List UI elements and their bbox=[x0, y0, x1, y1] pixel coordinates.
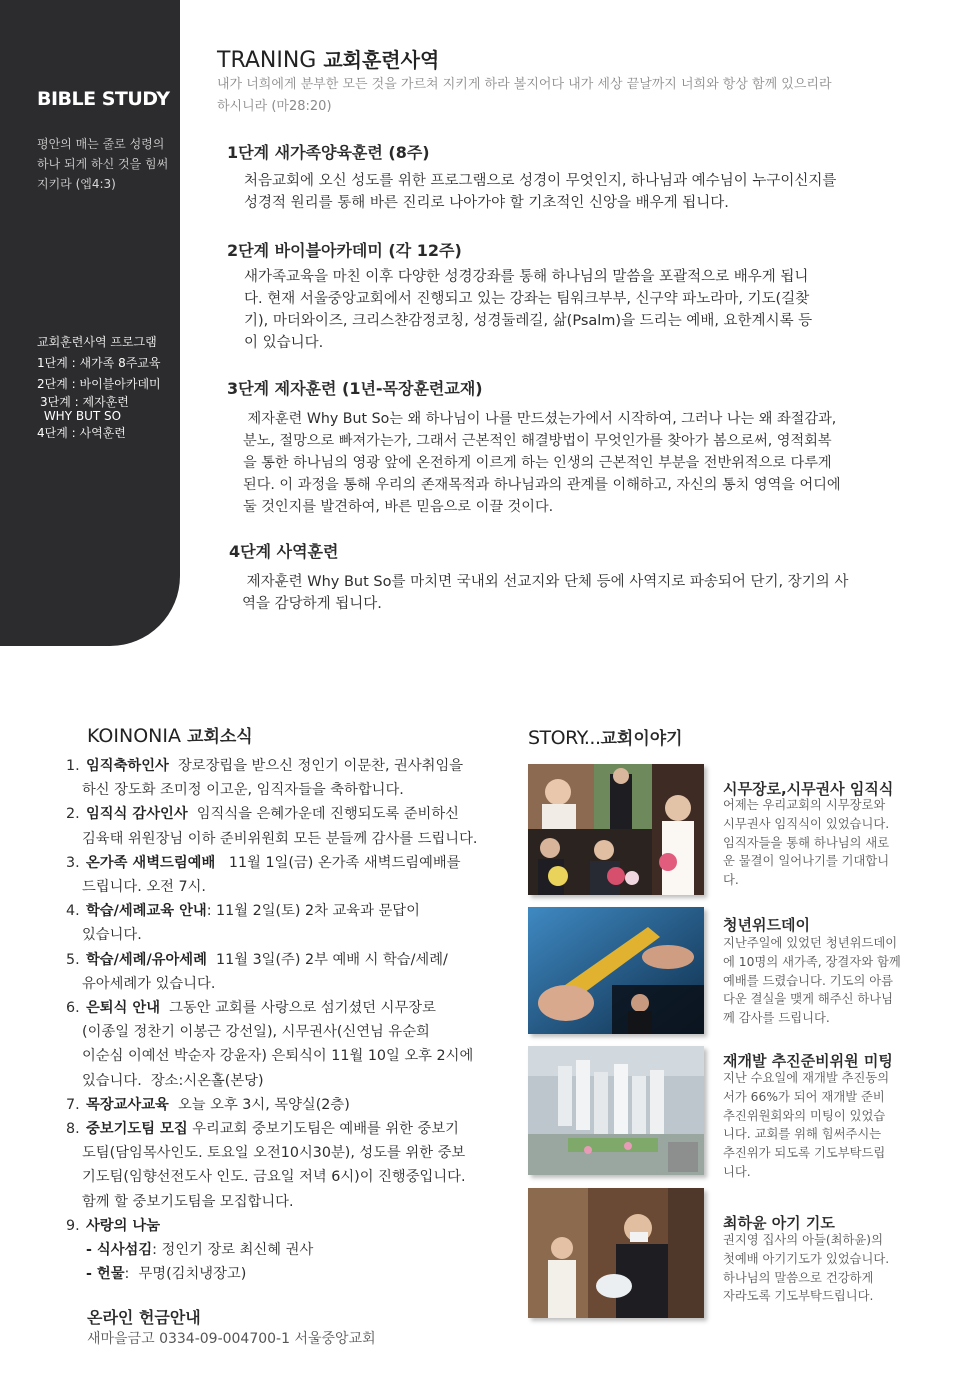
story-photo-baby-prayer bbox=[528, 1188, 704, 1318]
story-line: 께 감사를 드립니다. bbox=[723, 1011, 830, 1026]
sharing-line bbox=[66, 1238, 506, 1262]
news-item-text: 임직식을 은혜가운데 진행되도록 준비하신 bbox=[187, 806, 459, 823]
training-verse-line: 하시니라 (마28:20) bbox=[217, 99, 332, 114]
news-item bbox=[66, 948, 506, 996]
stage-1-text bbox=[244, 170, 836, 214]
news-item-text: 장로장립을 받으신 정인기 이문찬, 권사취임을 bbox=[168, 758, 464, 774]
story-line: 추진위원회와의 미팅이 있었습 bbox=[723, 1108, 886, 1123]
sidebar-program-line: 1단계 : 새가족 8주교육 bbox=[37, 356, 161, 370]
news-item-title: 학습/세례/유아세례 bbox=[86, 951, 207, 968]
story-line: 지난 수요일에 재개발 추진동의 bbox=[723, 1071, 890, 1085]
news-item-text: : 11월 2일(토) 2차 교육과 문답이 bbox=[206, 903, 420, 920]
story-heading: 시무장로,시무권사 임직식 bbox=[723, 780, 894, 798]
sidebar-program-line: WHY BUT SO bbox=[40, 409, 122, 423]
news-item-number: 7. bbox=[66, 1096, 80, 1113]
news-item-title: 중보기도팀 모집 bbox=[86, 1121, 188, 1138]
story-title bbox=[528, 724, 683, 749]
story-line: 예배를 드렸습니다. 기도의 아름 bbox=[723, 973, 894, 988]
stage-2-text bbox=[244, 266, 812, 354]
training-title-en: TRANING bbox=[217, 48, 317, 73]
sharing-value: : 정인기 장로 최신혜 권사 bbox=[152, 1242, 314, 1259]
sharing-label: - 헌물 bbox=[86, 1266, 125, 1283]
story-line: 어제는 우리교회의 시무장로와 bbox=[723, 798, 886, 812]
stage-line: 새가족교육을 마친 이후 다양한 성경강좌를 통해 하나님의 말씀을 포괄적으로 배우게 됩니 bbox=[244, 269, 809, 285]
news-item-number: 8. bbox=[66, 1121, 80, 1138]
news-item-text: 11월 3일(주) 2부 예배 시 학습/세례/ bbox=[206, 951, 448, 968]
news-item-title: 임직식 감사인사 bbox=[86, 806, 188, 823]
sharing-line bbox=[66, 1262, 506, 1286]
stage-line: 된다. 이 과정을 통해 우리의 존재목적과 하나님과의 관계를 이해하고, 자신의 통치 영역을 어디에 bbox=[243, 477, 841, 493]
stage-1-heading: 1단계 새가족양육훈련 (8주) bbox=[227, 143, 430, 162]
stage-line: 분노, 절망으로 빠져가는가, 그래서 근본적인 해결방법이 무엇인가를 찾아가 봄으로써, 영적회복 bbox=[243, 433, 832, 449]
news-item-title: 목장교사교육 bbox=[86, 1096, 169, 1113]
story-photo-youth-day bbox=[528, 907, 704, 1034]
story-line: 지난주일에 있었던 청년위드데이 bbox=[723, 936, 898, 950]
news-item-continuation: (이종일 정찬기 이봉근 강선일), 시무권사(신연님 유순희 bbox=[82, 1024, 430, 1041]
story-line: 다. bbox=[723, 873, 739, 888]
baby-prayer-photo bbox=[528, 1188, 704, 1318]
story-text bbox=[723, 796, 915, 890]
story-line: 다운 결실을 맺게 해주신 하나님 bbox=[723, 992, 894, 1007]
story-line: 자라도록 기도부탁드립니다. bbox=[723, 1289, 874, 1304]
news-item-continuation: 드립니다. 오전 7시. bbox=[82, 879, 206, 896]
stage-line: 둘 것인지를 발견하여, 바른 믿음으로 이끌 것이다. bbox=[243, 499, 554, 515]
story-line: 에 10명의 새가족, 장결자와 함께 bbox=[723, 954, 901, 969]
stage-line: 다. 현재 서울중앙교회에서 진행되고 있는 강좌는 팀워크부부, 신구약 파노라마, 기도(길찾 bbox=[244, 291, 810, 307]
news-item-title: 학습/세례교육 안내 bbox=[86, 903, 207, 920]
story-heading: 재개발 추진준비위원 미팅 bbox=[723, 1052, 893, 1070]
story-line: 권지영 집사의 아들(최하윤)의 bbox=[723, 1233, 883, 1247]
stage-line: 성경적 원리를 통해 바른 진리로 나아가야 할 기초적인 신앙을 배우게 됩니다. bbox=[244, 195, 729, 211]
story-line: 시무권사 임직식이 있었습니다. bbox=[723, 816, 890, 831]
koinonia-news-list bbox=[66, 754, 506, 1286]
news-item-continuation: 기도팀(임향선전도사 인도. 금요일 저녁 6시)이 진행중입니다. bbox=[82, 1169, 466, 1186]
story-line: 니다. bbox=[723, 1164, 751, 1179]
stage-line: 제자훈련 Why But So를 마치면 국내외 선교지와 단체 등에 사역지로 파송되어 단기, 장기의 사 bbox=[242, 574, 849, 590]
sidebar-verse bbox=[37, 134, 173, 194]
story-text bbox=[723, 1231, 915, 1306]
news-item-continuation: 하신 장도화 조미정 이고운, 임직자들을 축하합니다. bbox=[82, 782, 404, 799]
story-heading: 최하윤 아기 기도 bbox=[723, 1214, 835, 1232]
offering-account: 새마을금고 0334-09-004700-1 서울중앙교회 bbox=[87, 1331, 376, 1347]
stage-3-heading: 3단계 제자훈련 (1년-목장훈련교재) bbox=[227, 379, 483, 398]
training-verse-line: 내가 너희에게 분부한 모든 것을 가르쳐 지키게 하라 볼지어다 내가 세상 끝날까지 너희와 항상 함께 있으리라 bbox=[217, 77, 832, 92]
koinonia-title bbox=[87, 722, 253, 747]
news-item-continuation: 유아세례가 있습니다. bbox=[82, 975, 216, 992]
training-title-ko: 교회훈련사역 bbox=[323, 48, 440, 72]
ordination-photo-collage bbox=[528, 764, 704, 895]
story-heading: 청년위드데이 bbox=[723, 916, 810, 934]
sidebar-program-line: 2단계 : 바이블아카데미 bbox=[37, 377, 161, 391]
story-line: 임직자들을 통해 하나님의 새로 bbox=[723, 835, 890, 850]
story-photo-ordination bbox=[528, 764, 704, 895]
news-item-continuation: 있습니다. 장소:시온홀(본당) bbox=[82, 1072, 264, 1089]
story-line: 하나님의 말씀으로 건강하게 bbox=[723, 1270, 874, 1285]
stage-line: 역을 감당하게 됩니다. bbox=[242, 596, 382, 612]
news-item-text: 그동안 교회를 사랑으로 섬기셨던 시무장로 bbox=[160, 1000, 436, 1017]
story-photo-redevelopment bbox=[528, 1046, 704, 1175]
redevelopment-rendering bbox=[528, 1046, 704, 1175]
sidebar-verse-line: 하나 되게 하신 것을 힘써 bbox=[37, 157, 169, 171]
story-text bbox=[723, 1069, 915, 1182]
stage-2-heading: 2단계 바이블아카데미 (각 12주) bbox=[227, 241, 462, 260]
story-text bbox=[723, 934, 915, 1028]
news-item bbox=[66, 899, 506, 947]
stage-line: 기), 마더와이즈, 크리스챤감정코칭, 성경둘레길, 삶(Psalm)을 드리는 예배, 요한계시록 등 bbox=[244, 313, 813, 329]
news-item-number: 6. bbox=[66, 1000, 80, 1017]
news-item-text: 11월 1일(금) 온가족 새벽드림예배를 bbox=[215, 854, 461, 871]
stage-line: 을 통한 하나님의 영광 앞에 온전하게 이르게 하는 인생의 근본적인 부분을 전반위적으로 다루게 bbox=[243, 455, 832, 471]
news-item-title: 사랑의 나눔 bbox=[86, 1217, 161, 1234]
sidebar-program-line: 4단계 : 사역훈련 bbox=[37, 426, 126, 440]
news-item-number: 5. bbox=[66, 951, 80, 968]
offering-title: 온라인 헌금안내 bbox=[87, 1308, 201, 1327]
news-item-continuation: 김육태 위원장님 이하 준비위원회 모든 분들께 감사를 드립니다. bbox=[82, 830, 478, 847]
news-item bbox=[66, 1093, 506, 1117]
youth-day-photo bbox=[528, 907, 704, 1034]
story-line: 운 물결이 일어나기를 기대합니 bbox=[723, 854, 890, 869]
news-item-title: 임직축하인사 bbox=[86, 758, 169, 774]
stage-line: 처음교회에 오신 성도를 위한 프로그램으로 성경이 무엇인지, 하나님과 예수님이 누구이신지를 bbox=[244, 173, 837, 189]
news-item-continuation: 있습니다. bbox=[82, 927, 142, 944]
stage-4-text bbox=[242, 571, 848, 615]
story-line: 서가 66%가 되어 재개발 준비 bbox=[723, 1089, 885, 1104]
sidebar-verse-line: 평안의 매는 줄로 성령의 bbox=[37, 137, 165, 151]
news-item-text: 오늘 오후 3시, 목양실(2층) bbox=[168, 1096, 350, 1113]
news-item bbox=[66, 1214, 506, 1287]
stage-line: 제자훈련 Why But So는 왜 하나님이 나를 만드셨는가에서 시작하여, 그러나 나는 왜 좌절감과, bbox=[243, 411, 837, 427]
koinonia-title-ko: 교회소식 bbox=[187, 727, 253, 747]
stage-4-heading: 4단계 사역훈련 bbox=[229, 542, 339, 561]
stage-3-text bbox=[243, 408, 841, 518]
news-item-title: 온가족 새벽드림예배 bbox=[86, 854, 216, 871]
news-item-continuation: 도팀(담임목사인도. 토요일 오전10시30분), 성도를 위한 중보 bbox=[82, 1145, 466, 1162]
news-item bbox=[66, 996, 506, 1093]
sidebar-program-line: 3단계 : 제자훈련 bbox=[40, 395, 129, 409]
news-item-number: 1. bbox=[66, 758, 80, 774]
sidebar-program-line: 교회훈련사역 프로그램 bbox=[37, 335, 157, 349]
news-item-number: 2. bbox=[66, 806, 80, 823]
news-item-number: 9. bbox=[66, 1217, 80, 1234]
news-item bbox=[66, 802, 506, 850]
koinonia-title-en: KOINONIA bbox=[87, 725, 181, 747]
training-title bbox=[217, 44, 439, 73]
story-line: 첫예배 아기기도가 있었습니다. bbox=[723, 1251, 890, 1266]
story-line: 추진위가 되도록 기도부탁드립 bbox=[723, 1146, 886, 1161]
news-item-continuation: 이순심 이예선 박순자 강윤자) 은퇴식이 11월 10일 오후 2시에 bbox=[82, 1048, 474, 1065]
sharing-label: - 식사섬김 bbox=[86, 1242, 153, 1259]
news-item-number: 3. bbox=[66, 854, 80, 871]
sidebar-title: BIBLE STUDY bbox=[37, 88, 170, 110]
story-line: 니다. 교회를 위해 힘써주시는 bbox=[723, 1127, 882, 1142]
news-item bbox=[66, 1117, 506, 1214]
news-item-number: 4. bbox=[66, 903, 80, 920]
news-item-text: 우리교회 중보기도팀은 예배를 위한 중보기 bbox=[187, 1121, 459, 1138]
news-item-title: 은퇴식 안내 bbox=[86, 1000, 161, 1017]
stage-line: 이 있습니다. bbox=[244, 335, 324, 351]
news-item-continuation: 함께 할 중보기도팀을 모집합니다. bbox=[82, 1193, 294, 1210]
news-item bbox=[66, 851, 506, 899]
news-item bbox=[66, 754, 506, 802]
sidebar-program-list bbox=[37, 332, 161, 444]
story-title-en: STORY... bbox=[528, 727, 601, 749]
story-title-ko: 교회이야기 bbox=[600, 729, 683, 749]
sidebar-panel bbox=[0, 0, 180, 646]
sharing-value: : 무명(김치냉장고) bbox=[124, 1266, 247, 1283]
training-verse bbox=[217, 74, 887, 118]
sidebar-verse-line: 지키라 (엡4:3) bbox=[37, 177, 116, 191]
